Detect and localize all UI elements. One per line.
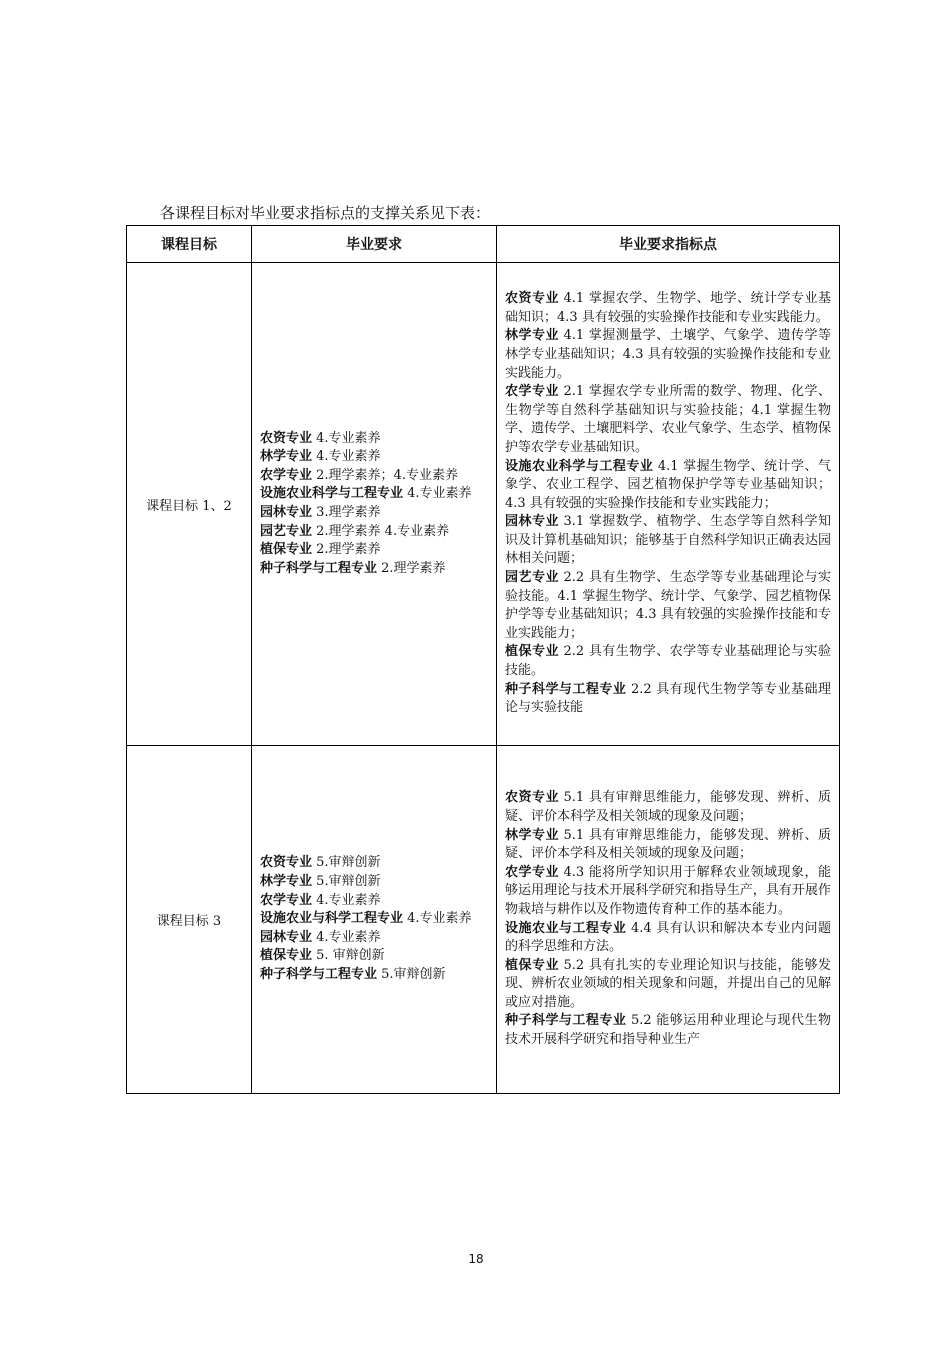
table-row — [127, 746, 840, 1094]
indicator-item — [505, 383, 831, 457]
major-name: 园艺专业 — [260, 523, 313, 539]
requirement-item — [260, 430, 488, 449]
table-row — [127, 263, 840, 746]
requirement-item — [260, 873, 488, 892]
indicator-item — [505, 681, 831, 718]
indicators-cell — [497, 263, 840, 746]
page-number: 18 — [468, 1252, 484, 1266]
requirement-item — [260, 485, 488, 504]
indicator-text: 5.2 能够运用种业理论与现代生物技术开展科学研究和指导种业生产 — [505, 1013, 831, 1048]
major-name: 园林专业 — [505, 514, 559, 530]
major-name: 种子科学与工程专业 — [505, 1013, 627, 1029]
intro-text: 各课程目标对毕业要求指标点的支撑关系见下表： — [160, 204, 491, 222]
major-name: 园艺专业 — [505, 570, 559, 586]
indicator-text: 4.1 掌握农学、生物学、地学、统计学专业基础知识；4.3 具有较强的实验操作技能和专业实践能力。 — [505, 291, 831, 325]
indicator-text: 3.1 掌握数学、植物学、生态学等自然科学知识及计算机基础知识；能够基于自然科学知识正确表达园林相关问题； — [505, 514, 831, 567]
major-name: 林学专业 — [260, 449, 313, 465]
indicator-item — [505, 827, 831, 864]
major-name: 农资专业 — [260, 855, 313, 871]
course-goal-cell: 课程目标 1、2 — [127, 263, 252, 746]
major-name: 种子科学与工程专业 — [505, 681, 627, 697]
requirement-text: 2.理学素养 — [377, 560, 446, 576]
requirement-item — [260, 504, 488, 523]
indicator-item — [505, 957, 831, 1013]
requirements-cell — [252, 263, 497, 746]
major-name: 农学专业 — [260, 467, 313, 483]
indicator-text: 5.1 具有审辩思维能力，能够发现、辨析、质疑、评价本学科及相关领域的现象及问题； — [505, 827, 831, 862]
requirement-item — [260, 448, 488, 467]
indicator-text: 2.2 具有生物学、农学等专业基础理论与实验技能。 — [505, 644, 831, 679]
major-name: 植保专业 — [260, 948, 313, 964]
requirement-item — [260, 523, 488, 542]
requirements-table — [126, 225, 840, 1094]
major-name: 植保专业 — [260, 542, 313, 558]
requirement-text: 5.审辩创新 — [377, 966, 446, 982]
major-name: 农学专业 — [505, 384, 559, 400]
major-name: 林学专业 — [505, 827, 559, 843]
requirement-item — [260, 929, 488, 948]
requirement-text: 3.理学素养 — [312, 505, 381, 520]
requirement-item — [260, 541, 488, 560]
requirement-text: 5.审辩创新 — [312, 874, 381, 890]
requirement-text: 4.专业素养 — [312, 929, 381, 945]
indicator-item — [505, 290, 831, 327]
indicator-item — [505, 1012, 831, 1049]
requirement-item — [260, 910, 488, 929]
requirement-text: 4.专业素养 — [403, 911, 472, 927]
major-name: 林学专业 — [505, 328, 559, 344]
requirement-text: 4.专业素养 — [312, 449, 381, 465]
requirement-text: 5. 审辩创新 — [312, 948, 385, 964]
indicator-text: 4.1 掌握测量学、土壤学、气象学、遗传学等林学专业基础知识；4.3 具有较强的实验操作技能和专业实践能力。 — [505, 328, 831, 381]
major-name: 设施农业与科学工程专业 — [260, 911, 404, 927]
indicator-text: 5.1 具有审辩思维能力，能够发现、辨析、质疑、评价本科学及相关领域的现象及问题； — [505, 790, 831, 824]
requirement-text: 2.理学素养 — [312, 542, 381, 558]
indicator-text: 4.4 具有认识和解决本专业内问题的科学思维和方法。 — [505, 920, 831, 955]
requirements-cell — [252, 746, 497, 1094]
requirement-item — [260, 947, 488, 966]
header-course-goal: 课程目标 — [127, 226, 252, 263]
header-graduation-requirement: 毕业要求 — [252, 226, 497, 263]
requirement-text: 2.理学素养；4.专业素养 — [312, 467, 458, 483]
requirement-text: 2.理学素养 4.专业素养 — [312, 523, 450, 539]
requirement-item — [260, 560, 488, 579]
major-name: 种子科学与工程专业 — [260, 966, 378, 982]
indicator-item — [505, 513, 831, 569]
requirement-text: 4.专业素养 — [312, 430, 381, 446]
major-name: 农资专业 — [505, 790, 559, 806]
requirement-text: 4.专业素养 — [312, 892, 381, 908]
course-goal-cell: 课程目标 3 — [127, 746, 252, 1094]
requirement-item — [260, 467, 488, 486]
major-name: 园林专业 — [260, 929, 313, 945]
major-name: 林学专业 — [260, 874, 313, 890]
major-name: 设施农业与工程专业 — [505, 920, 627, 936]
major-name: 植保专业 — [505, 957, 559, 973]
indicator-item — [505, 789, 831, 826]
major-name: 植保专业 — [505, 644, 559, 660]
indicator-item — [505, 643, 831, 680]
header-indicator-point: 毕业要求指标点 — [497, 226, 840, 263]
requirement-text: 5.审辩创新 — [312, 855, 381, 871]
indicator-text: 2.2 具有生物学、生态学等专业基础理论与实验技能。4.1 掌握生物学、统计学、气象学、园艺植物保护学等专业基础知识；4.3 具有较强的实验操作技能和专业实践能力； — [505, 570, 831, 641]
requirement-item — [260, 854, 488, 873]
indicator-item — [505, 569, 831, 643]
indicator-item — [505, 458, 831, 514]
table-header-row — [127, 226, 840, 263]
major-name: 设施农业科学与工程专业 — [505, 458, 654, 474]
indicator-text: 2.1 掌握农学专业所需的数学、物理、化学、生物学等自然科学基础知识与实验技能；4.1 掌握生物学、遗传学、土壤肥料学、农业气象学、生态学、植物保护等农学专业基础知识。 — [505, 384, 831, 455]
indicator-text: 4.1 掌握生物学、统计学、气象学、农业工程学、园艺植物保护学等专业基础知识；4.3 具有较强的实验操作技能和专业实践能力； — [505, 458, 831, 511]
requirement-text: 4.专业素养 — [403, 486, 472, 502]
major-name: 种子科学与工程专业 — [260, 560, 378, 576]
major-name: 农资专业 — [260, 430, 313, 446]
requirement-item — [260, 966, 488, 985]
indicator-text: 4.3 能将所学知识用于解释农业领域现象，能够运用理论与技术开展科学研究和指导生产，具有开展作物栽培与耕作以及作物遗传育种工作的基本能力。 — [505, 864, 831, 917]
indicator-text: 2.2 具有现代生物学等专业基础理论与实验技能 — [505, 681, 831, 716]
requirement-item — [260, 892, 488, 911]
indicators-cell — [497, 746, 840, 1094]
major-name: 农资专业 — [505, 291, 559, 307]
major-name: 园林专业 — [260, 505, 313, 520]
major-name: 农学专业 — [505, 864, 559, 880]
indicator-item — [505, 864, 831, 920]
major-name: 设施农业科学与工程专业 — [260, 486, 404, 502]
major-name: 农学专业 — [260, 892, 313, 908]
indicator-text: 5.2 具有扎实的专业理论知识与技能，能够发现、辨析农业领域的相关现象和问题，并提出自己的见解或应对措施。 — [505, 957, 831, 1010]
indicator-item — [505, 920, 831, 957]
indicator-item — [505, 327, 831, 383]
